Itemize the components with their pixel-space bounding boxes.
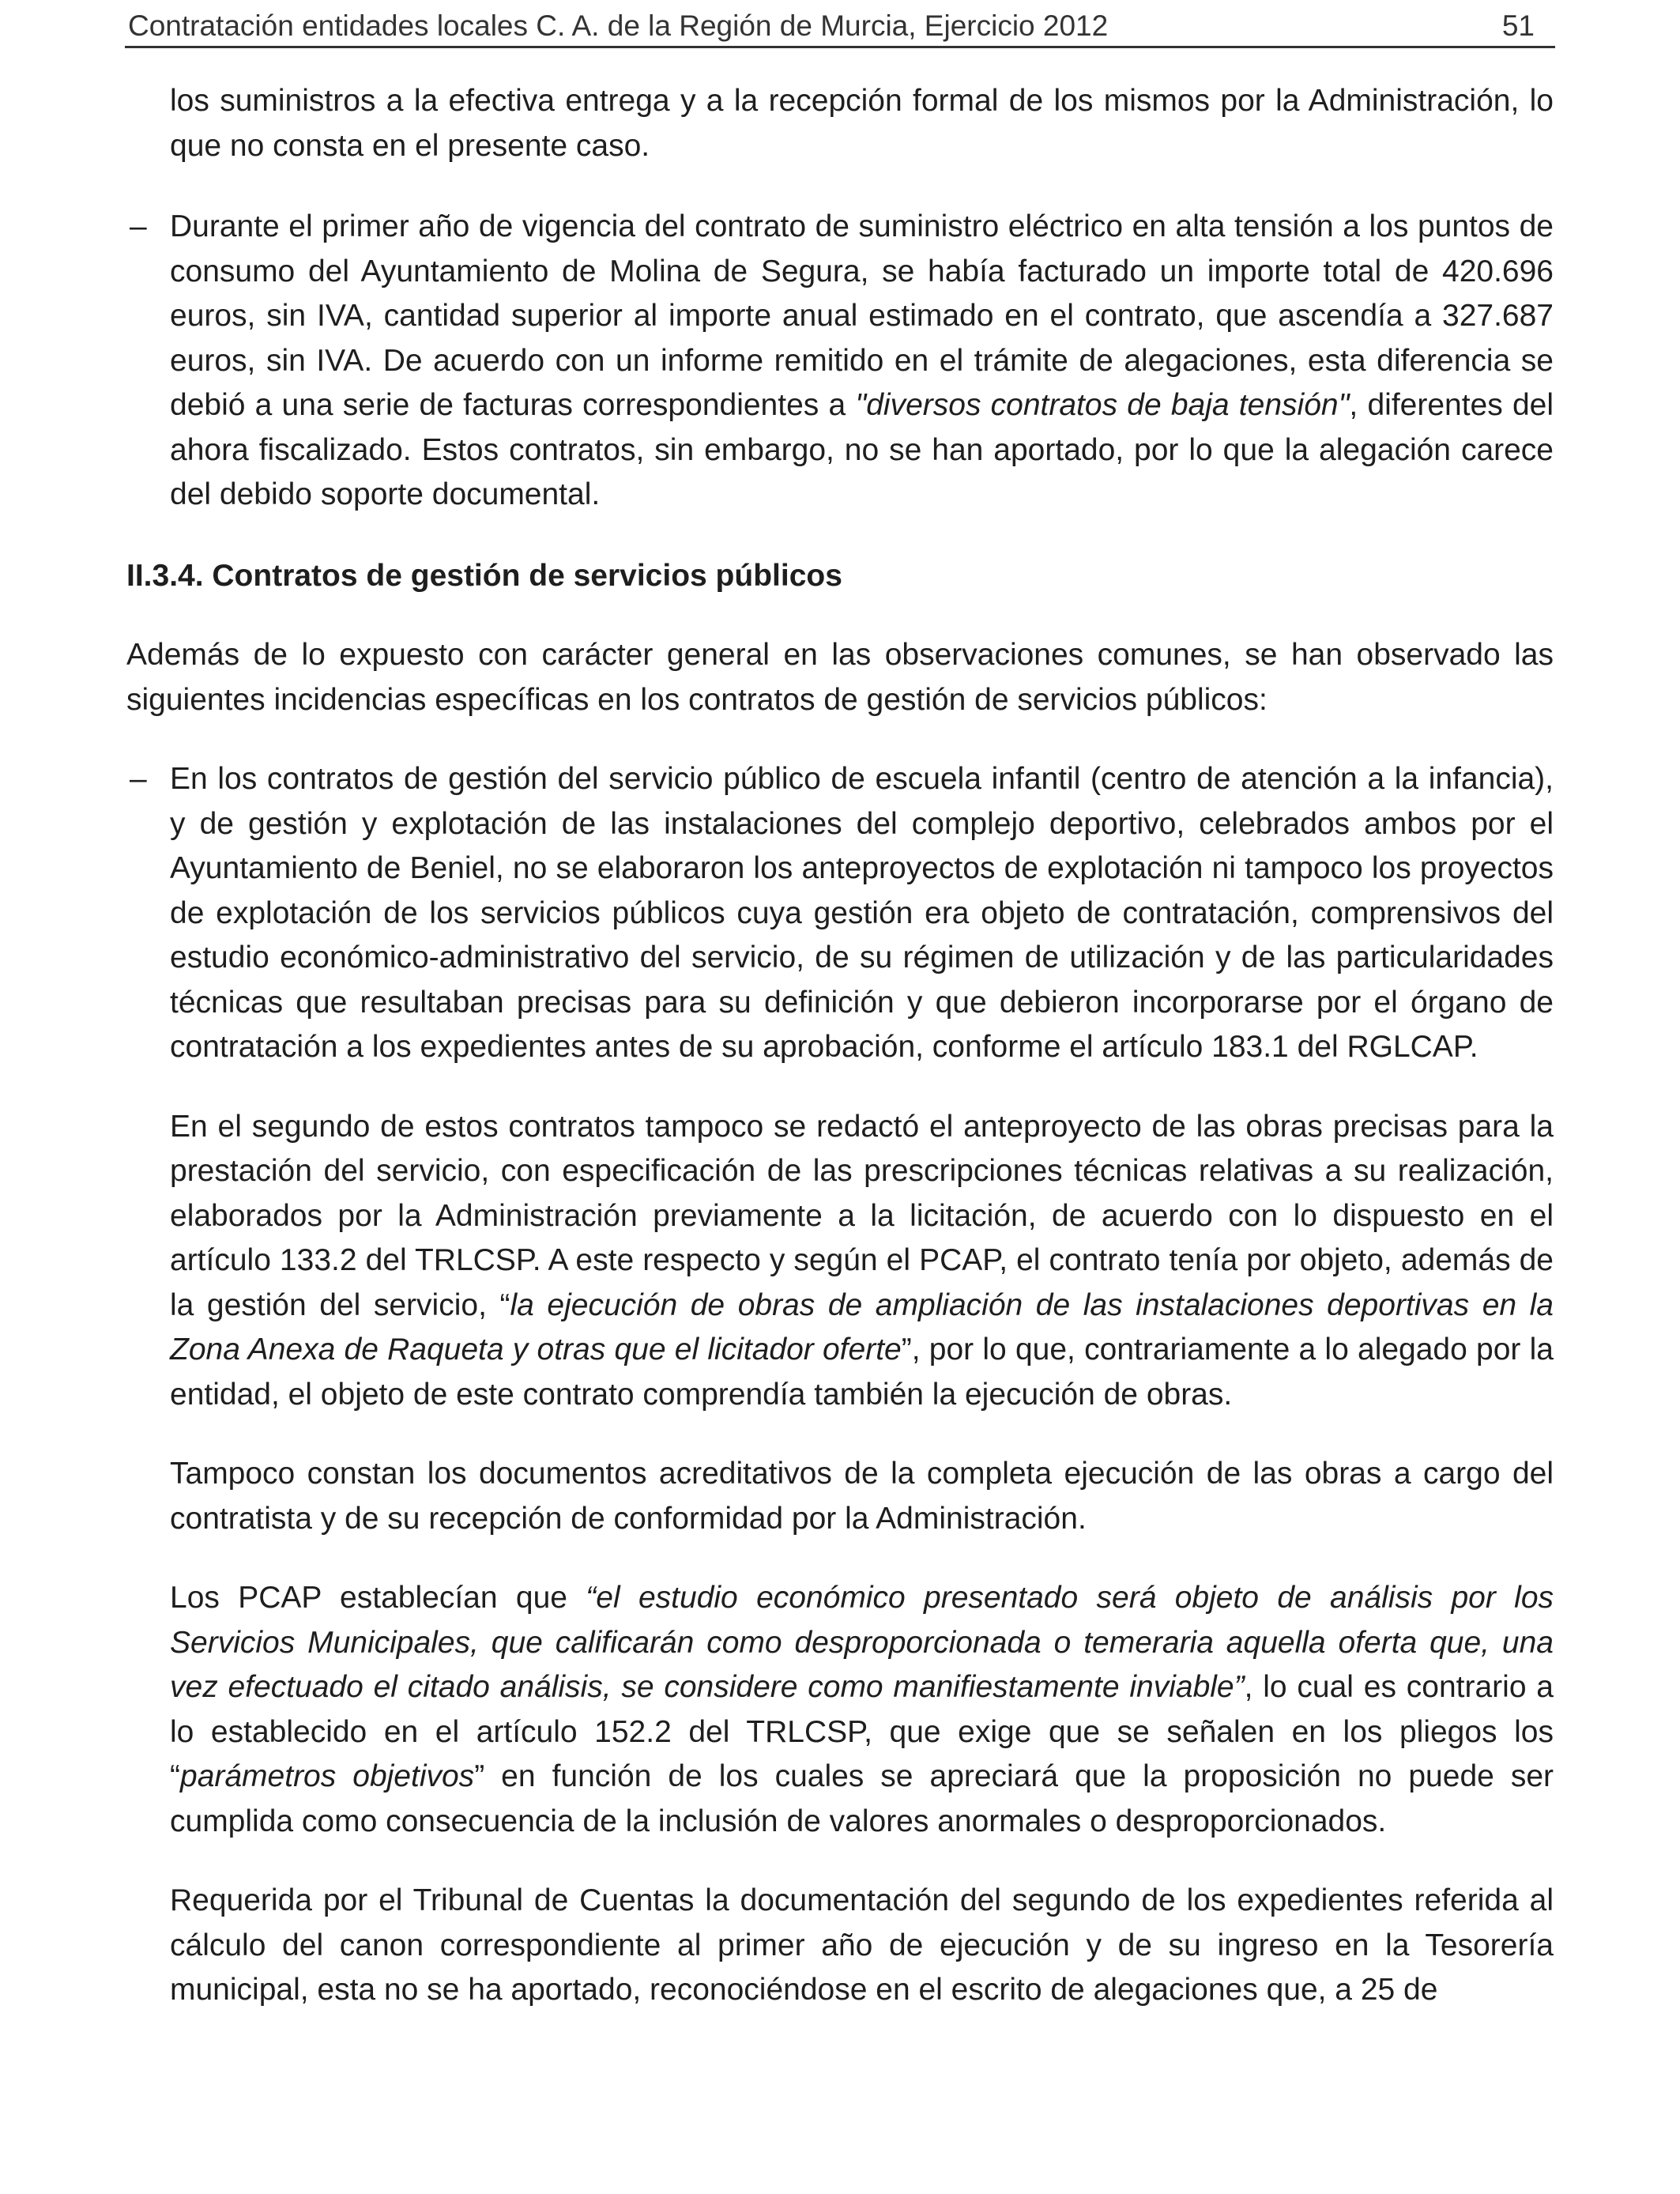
header-title: Contratación entidades locales C. A. de la Región de Murcia, Ejercicio 2012: [128, 9, 1109, 42]
paragraph-continuation: los suministros a la efectiva entrega y a la recepción formal de los mismos por la Administración, lo que no consta en el presente caso.: [170, 84, 1554, 163]
quote-run: la ejecución de obras de ampliación de las instalaciones deportivas en la Zona Anexa de Raqueta y otras que el licitador oferte: [170, 1287, 1554, 1367]
text-run: En el segundo de estos contratos tampoco se redactó el anteproyecto de las obras precisas para la prestación del servicio, con especificación de las prescripciones técnicas relativas a su realización, elaborados por la Administración previamente a la licitación, de acuerdo con lo dispuesto en el artículo 133.2 del TRLCSP. A este respecto y según el PCAP, el contrato tenía por objeto, además de la gestión del servicio, “: [170, 1109, 1554, 1322]
document-body: [126, 79, 1554, 2013]
paragraph-segundo-contrato: [170, 1105, 1554, 1418]
text-run-mid: , lo cual es contrario a lo establecido en el artículo 152.2 del TRLCSP, que exige que se señalen en los pliegos los “: [170, 1670, 1554, 1793]
section-intro: Además de lo expuesto con carácter general en las observaciones comunes, se han observado las siguientes incidencias específicas en los contratos de gestión de servicios públicos:: [126, 638, 1554, 717]
section-heading: II.3.4. Contratos de gestión de servicios públicos: [126, 558, 842, 593]
bullet-dash: –: [130, 209, 147, 243]
bullet-item-molina: [126, 205, 1554, 518]
bullet-text-end: , diferentes del ahora fiscalizado. Estos contratos, sin embargo, no se han aportado, por lo que la alegación carece del debido soporte documental.: [170, 388, 1554, 511]
paragraph-tampoco: Tampoco constan los documentos acreditativos de la completa ejecución de las obras a cargo del contratista y de su recepción de conformidad por la Administración.: [170, 1457, 1554, 1536]
bullet-quote: "diversos contratos de baja tensión": [855, 388, 1350, 422]
paragraph-requerida: Requerida por el Tribunal de Cuentas la documentación del segundo de los expedientes referida al cálculo del canon correspondiente al primer año de ejecución y de su ingreso en la Tesorería municipal, esta no se ha aportado, reconociéndose en el escrito de alegaciones que, a 25 de: [170, 1883, 1554, 2007]
bullet-dash: –: [130, 762, 147, 796]
text-run: Los PCAP establecían que: [170, 1581, 586, 1615]
page-header: [125, 8, 1555, 48]
quote-run: “el estudio económico presentado será objeto de análisis por los Servicios Municipales, que calificarán como desproporcionada o temeraria aquella oferta que, una vez efectuado el citado análisis, se considere como manifiestamente inviable”: [170, 1581, 1554, 1704]
quote-run-2: parámetros objetivos: [180, 1759, 475, 1793]
bullet-text: Durante el primer año de vigencia del contrato de suministro eléctrico en alta tensión a los puntos de consumo del Ayuntamiento de Molina de Segura, se había facturado un importe total de 420.696 euros, sin IVA, cantidad superior al importe anual estimado en el contrato, que ascendía a 327.687 euros, sin IVA. De acuerdo con un informe remitido en el trámite de alegaciones, esta diferencia se debió a una serie de facturas correspondientes a: [170, 209, 1554, 422]
paragraph-pcap: [170, 1576, 1554, 1844]
bullet-item-beniel: [126, 757, 1554, 1070]
text-run-end: ” en función de los cuales se apreciará que la proposición no puede ser cumplida como consecuencia de la inclusión de valores anormales o desproporcionados.: [170, 1759, 1554, 1838]
text-run-end: ”, por lo que, contrariamente a lo alegado por la entidad, el objeto de este contrato comprendía también la ejecución de obras.: [170, 1333, 1554, 1412]
page-number: 51: [1501, 9, 1535, 42]
bullet-text: En los contratos de gestión del servicio público de escuela infantil (centro de atención a la infancia), y de gestión y explotación de las instalaciones del complejo deportivo, celebrados ambos por el Ayuntamiento de Beniel, no se elaboraron los anteproyectos de explotación ni tampoco los proyectos de explotación de los servicios públicos cuya gestión era objeto de contratación, comprensivos del estudio económico-administrativo del servicio, de su régimen de utilización y de las particularidades técnicas que resultaban precisas para su definición y que debieron incorporarse por el órgano de contratación a los expedientes antes de su aprobación, conforme el artículo 183.1 del RGLCAP.: [170, 762, 1554, 1064]
